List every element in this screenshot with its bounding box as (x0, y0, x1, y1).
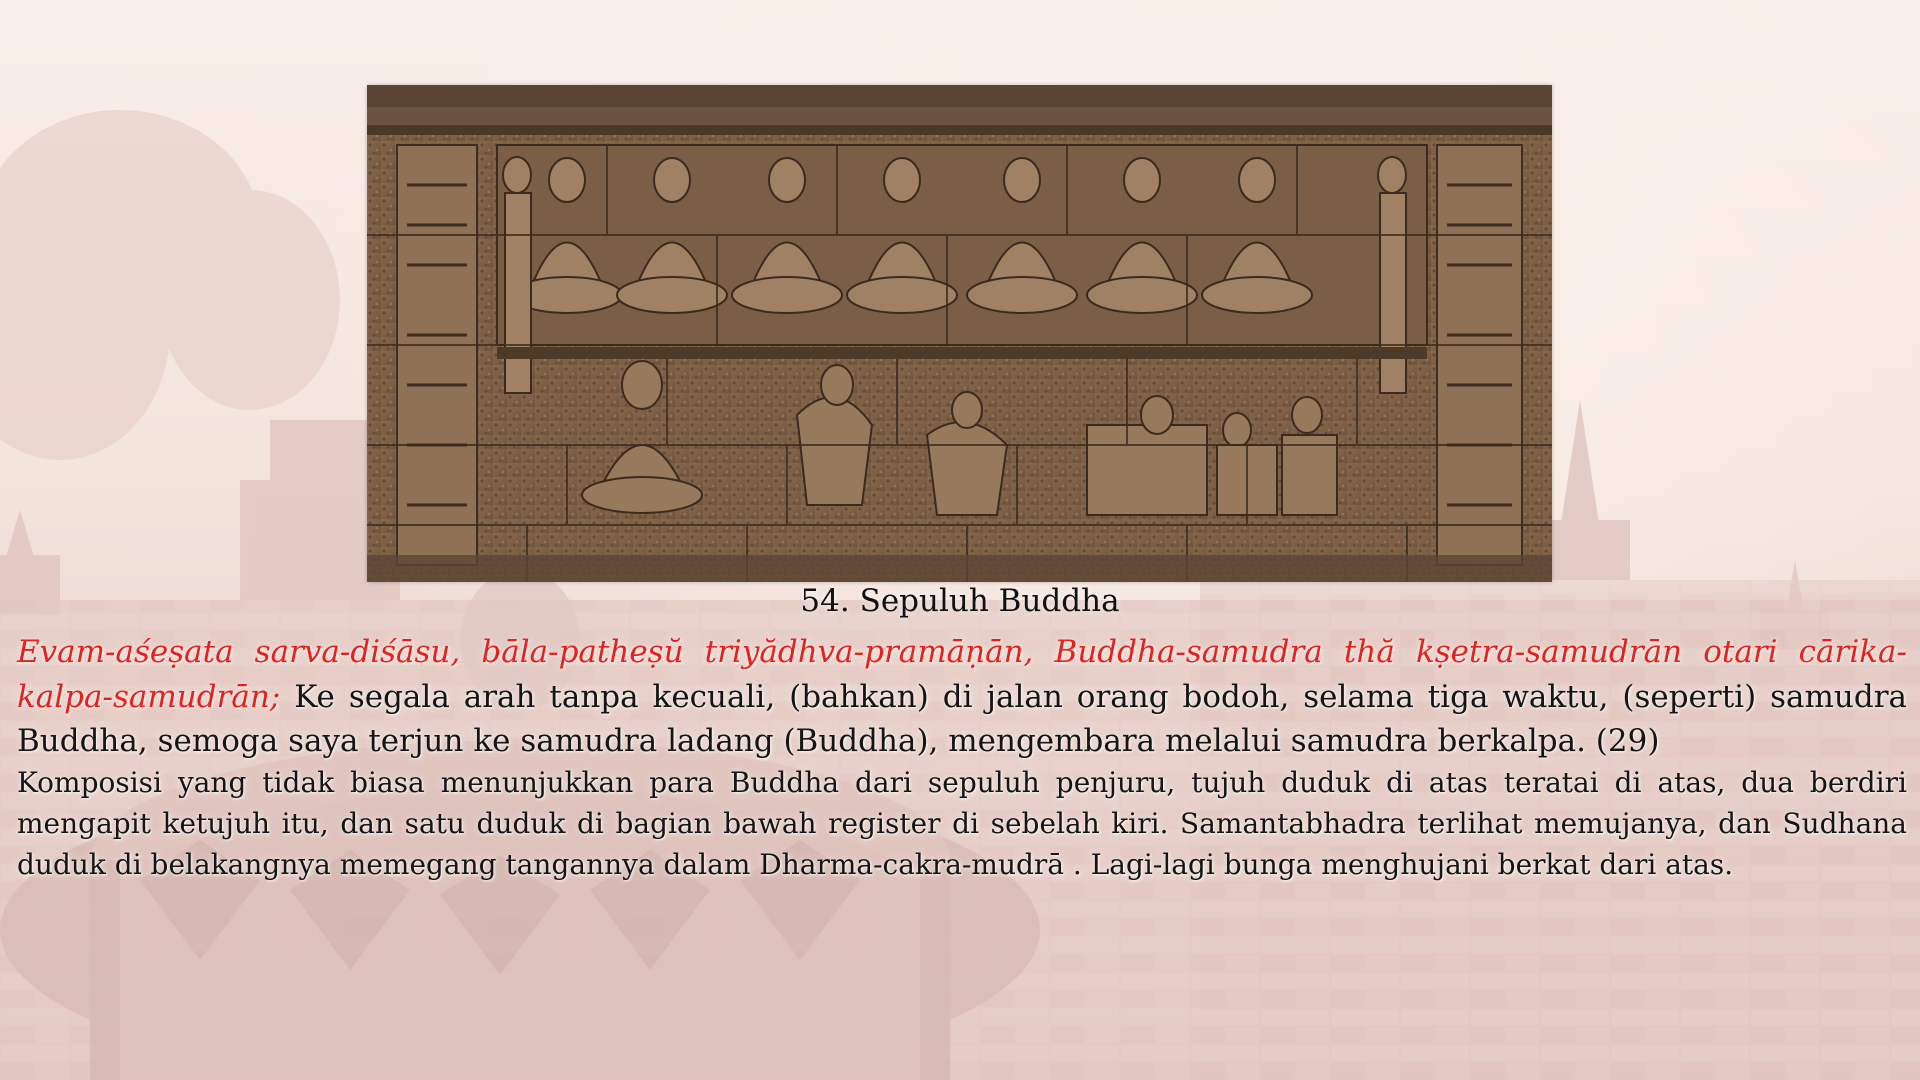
figure-caption: 54. Sepuluh Buddha (800, 583, 1120, 619)
verse-paragraph (17, 630, 1907, 764)
description-paragraph: Komposisi yang tidak biasa menunjukkan para Buddha dari sepuluh penjuru, tujuh duduk di atas teratai di atas, dua berdiri mengapit ketujuh itu, dan satu duduk di bagian bawah register di sebelah kiri. Samantabhadra terlihat memujanya, dan Sudhana duduk di belakangnya memegang tangannya dalam Dharma-cakra-mudrā . Lagi-lagi bunga menghujani berkat dari atas. (17, 766, 1907, 881)
relief-panel-image (367, 85, 1552, 582)
verse-translation: Ke segala arah tanpa kecuali, (bahkan) di jalan orang bodoh, selama tiga waktu, (seperti) samudra Buddha, semoga saya terjun ke samudra ladang (Buddha), mengembara melalui samudra berkalpa. (29) (17, 678, 1907, 759)
sanskrit-verse: Evam-aśeṣata sarva-diśāsu, bāla-patheṣŭ triyădhva-pramāṇān, Buddha-samudra thă kṣetra-samudrān otari cārika-kalpa-samudrān; (17, 634, 1907, 715)
